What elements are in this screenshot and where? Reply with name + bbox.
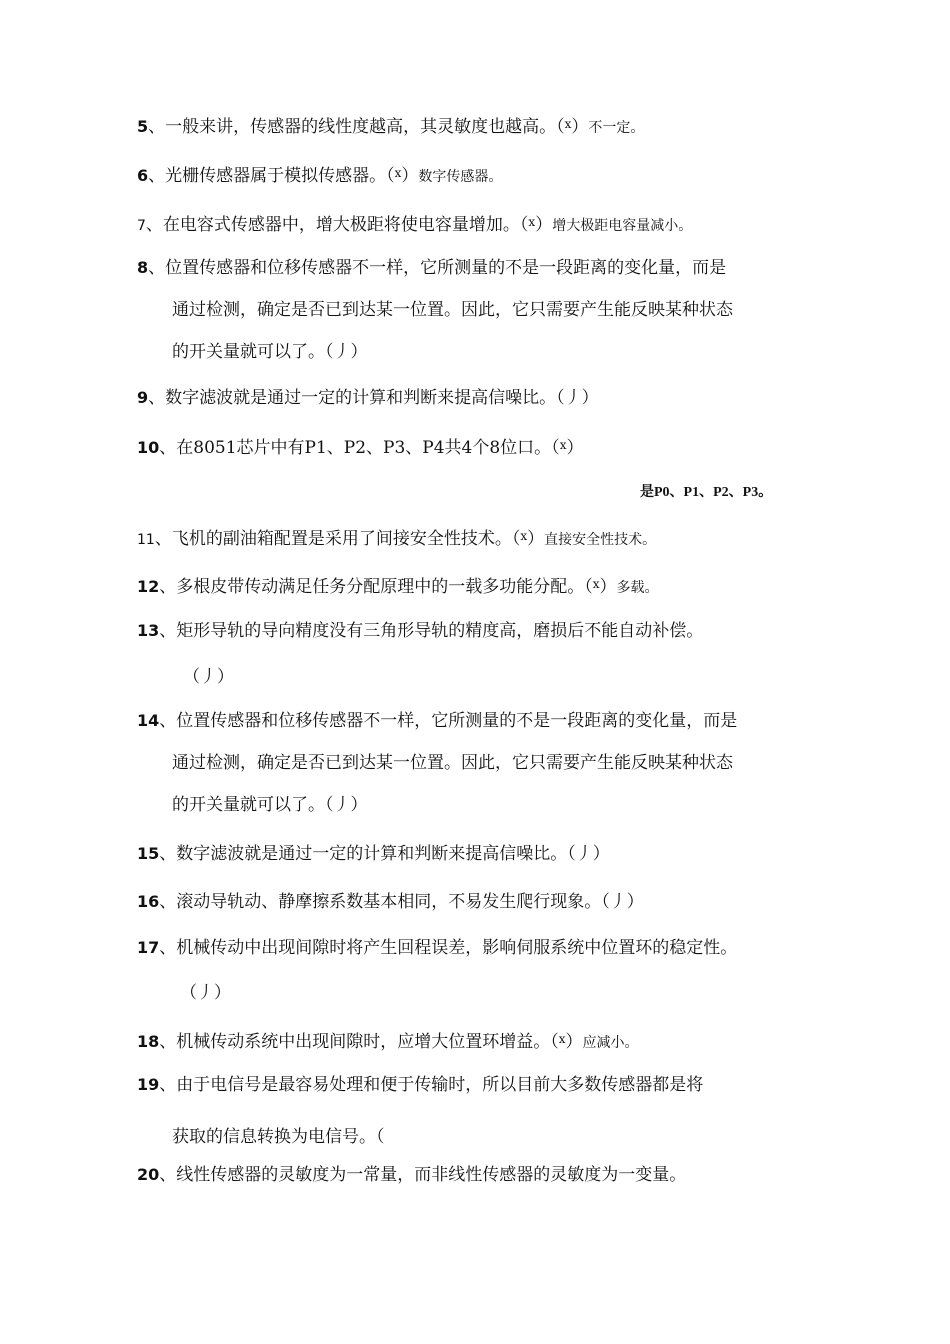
item-text: 、矩形导轨的导向精度没有三角形导轨的精度高，磨损后不能自动补偿。 [159, 621, 704, 641]
item-number: 10 [137, 438, 160, 457]
item-text: 、一般来讲，传感器的线性度越高，其灵敏度也越高。（ [148, 117, 565, 137]
item-text: （丿） [180, 983, 231, 1003]
item-number: 14 [137, 711, 160, 730]
item-text: 、线性传感器的灵敏度为一常量，而非线性传感器的灵敏度为一变量。 [159, 1165, 687, 1185]
answer-note: 应减小。 [582, 1035, 639, 1051]
item-number: 13 [137, 621, 160, 640]
item-number: 9 [137, 388, 149, 407]
item-7: 7、在电容式传感器中，增大极距将使电容量增加。（$^x$）增大极距电容量减小。 [137, 215, 693, 235]
item-20 [137, 1163, 686, 1187]
item-16 [137, 890, 644, 914]
answer-note: 直接安全性技术。 [544, 532, 657, 548]
item-11: 11、飞机的副油箱配置是采用了间接安全性技术。（$^x$）直接安全性技术。 [137, 529, 657, 549]
item-text: 、在电容式传感器中，增大极距将使电容量增加。（ [145, 215, 529, 235]
item-text: 、机械传动系统中出现间隙时，应增大位置环增益。（ [159, 1032, 559, 1052]
item-number: 12 [137, 577, 160, 596]
item-text: 、光栅传感器属于模拟传感器。（ [148, 166, 395, 186]
item-number: 6 [137, 166, 149, 185]
item-number: 8 [137, 258, 149, 277]
item-number: 11 [137, 532, 155, 548]
item-15 [137, 842, 610, 866]
answer-note: 数字传感器。 [418, 169, 503, 185]
answer-mark: x [592, 577, 600, 591]
item-10: 10、在8051芯片中有P1、P2、P3、P4共4个8位口。（$^x$） [137, 438, 584, 458]
item-text: 、位置传感器和位移传感器不一样，它所测量的不是一段距离的变化量，而是 [148, 258, 727, 278]
item-text: 通过检测，确定是否已到达某一位置。因此，它只需要产生能反映某种状态 [172, 753, 733, 773]
item-number: 15 [137, 844, 160, 863]
answer-mark: x [528, 215, 536, 229]
item-text: 、多根皮带传动满足任务分配原理中的一载多功能分配。（ [159, 577, 593, 597]
item-text: 、位置传感器和位移传感器不一样，它所测量的不是一段距离的变化量，而是 [159, 711, 738, 731]
answer-mark: x [564, 117, 572, 131]
answer-note: 增大极距电容量减小。 [552, 218, 693, 234]
answer-mark: x [520, 529, 528, 543]
item-number: 16 [137, 892, 160, 911]
answer-note: 不一定。 [588, 120, 645, 136]
item-number: 7 [137, 218, 146, 234]
answer-note: 是P0、P1、P2、P3。 [640, 485, 773, 500]
item-18: 18、机械传动系统中出现间隙时，应增大位置环增益。（$^x$）应减小。 [137, 1032, 639, 1052]
answer-mark: x [558, 1032, 566, 1046]
answer-mark: x [394, 166, 402, 180]
item-text: 、机械传动中出现间隙时将产生回程误差，影响伺服系统中位置环的稳定性。 [159, 938, 738, 958]
item-6: 6、光栅传感器属于模拟传感器。（$^x$）数字传感器。 [137, 166, 503, 186]
item-number: 5 [137, 117, 149, 136]
item-9 [137, 386, 599, 410]
answer-mark: x [559, 438, 567, 452]
item-text: （丿） [183, 667, 234, 687]
item-text: 的开关量就可以了。（丿） [172, 795, 368, 815]
item-text: 、由于电信号是最容易处理和便于传输时，所以目前大多数传感器都是将 [159, 1075, 704, 1095]
item-number: 18 [137, 1032, 160, 1051]
item-text: 通过检测，确定是否已到达某一位置。因此，它只需要产生能反映某种状态 [172, 300, 733, 320]
item-number: 20 [137, 1165, 160, 1184]
item-text: 获取的信息转换为电信号。（ [172, 1127, 385, 1147]
item-text: 的开关量就可以了。（丿） [172, 342, 368, 362]
item-text: 、在8051芯片中有P1、P2、P3、P4共4个8位口。（ [159, 438, 560, 458]
item-12: 12、多根皮带传动满足任务分配原理中的一载多功能分配。（$^x$）多载。 [137, 577, 659, 597]
answer-note: 多载。 [616, 580, 659, 596]
item-text: 、数字滤波就是通过一定的计算和判断来提高信噪比。（丿） [159, 844, 610, 864]
item-text: 、数字滤波就是通过一定的计算和判断来提高信噪比。（丿） [148, 388, 599, 408]
item-text: 、滚动导轨动、静摩擦系数基本相同，不易发生爬行现象。（丿） [159, 892, 644, 912]
item-number: 19 [137, 1075, 160, 1094]
item-number: 17 [137, 938, 160, 957]
item-text: 、飞机的副油箱配置是采用了间接安全性技术。（ [154, 529, 521, 549]
item-5: 5、一般来讲，传感器的线性度越高，其灵敏度也越高。（$^x$）不一定。 [137, 117, 645, 137]
